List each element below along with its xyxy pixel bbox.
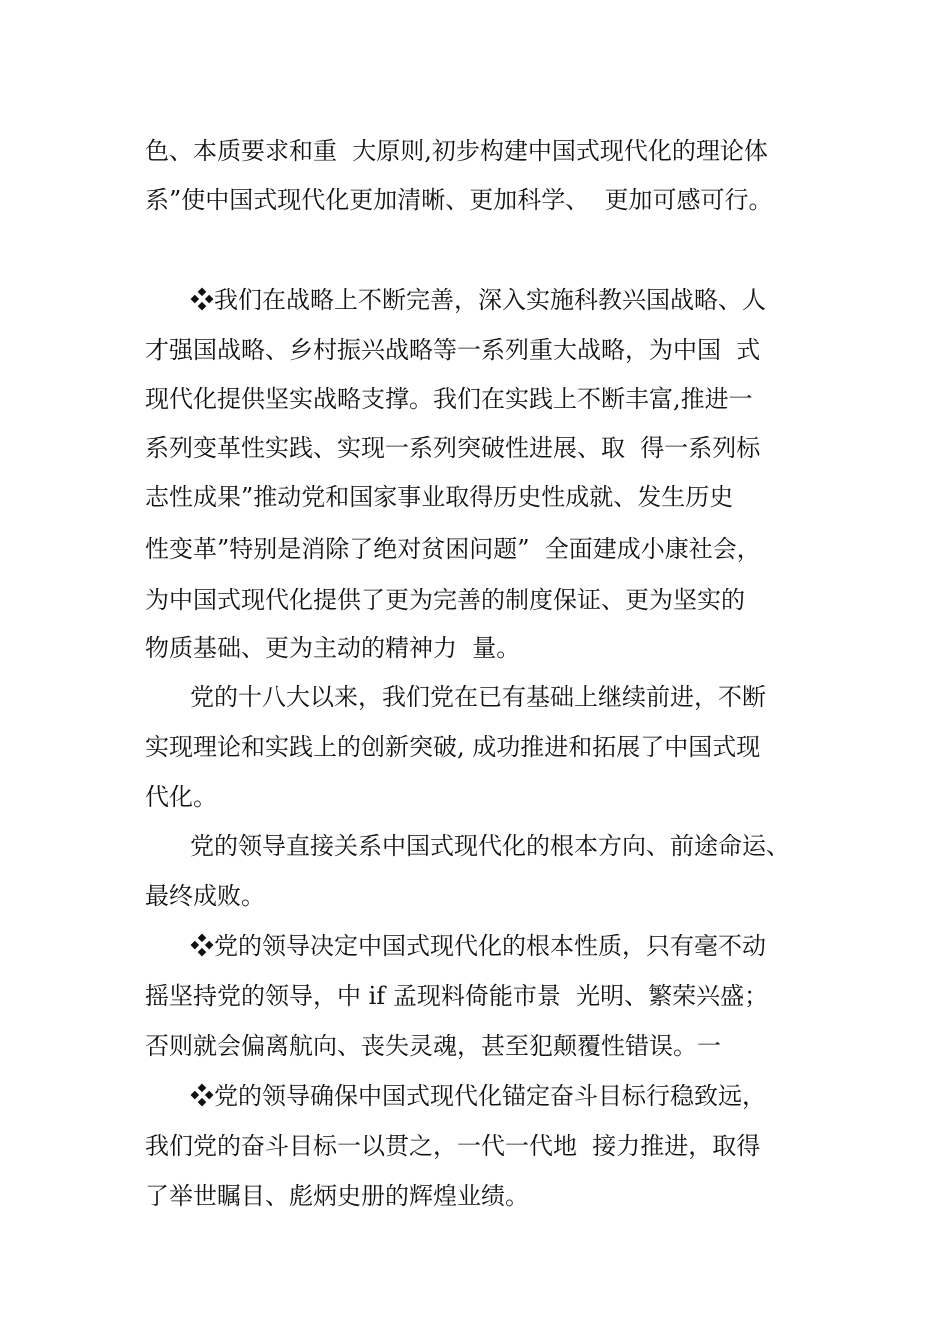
text-line: ❖我们在战略上不断完善，深入实施科教兴国战略、人 bbox=[190, 286, 766, 314]
text-line: 最终成败。 bbox=[145, 882, 265, 910]
text-line: 现代化提供坚实战略支撑。我们在实践上不断丰富,推进一 bbox=[145, 385, 753, 413]
text-line: 实现理论和实践上的创新突破, 成功推进和拓展了中国式现 bbox=[145, 733, 761, 761]
text-line: 物质基础、更为主动的精神力 量。 bbox=[145, 634, 521, 662]
text-line: 党的领导直接关系中国式现代化的根本方向、前途命运、 bbox=[190, 832, 790, 860]
text-line: 否则就会偏离航向、丧失灵魂，甚至犯颠覆性错误。一 bbox=[145, 1032, 721, 1060]
text-line: ❖党的领导决定中国式现代化的根本性质，只有毫不动 bbox=[190, 932, 766, 960]
text-line: 才强国战略、乡村振兴战略等一系列重大战略，为中国 式 bbox=[145, 336, 761, 364]
text-line: 性变革”特别是消除了绝对贫困问题” 全面建成小康社会， bbox=[145, 535, 761, 563]
text-line: 摇坚持党的领导，中 if 孟现料倚能市景 光明、繁荣兴盛； bbox=[145, 982, 769, 1010]
text-line: 色、本质要求和重 大原则,初步构建中国式现代化的理论体 bbox=[145, 137, 768, 165]
text-line: 系”使中国式现代化更加清晰、更加科学、 更加可感可行。 bbox=[145, 186, 773, 214]
text-line: ❖党的领导确保中国式现代化锚定奋斗目标行稳致远， bbox=[190, 1082, 766, 1110]
text-line: 志性成果”推动党和国家事业取得历史性成就、发生历史 bbox=[145, 483, 734, 511]
text-line: 了举世瞩目、彪炳史册的辉煌业绩。 bbox=[145, 1182, 529, 1210]
text-line: 为中国式现代化提供了更为完善的制度保证、更为坚实的 bbox=[145, 586, 745, 614]
text-line: 系列变革性实践、实现一系列突破性进展、取 得一系列标 bbox=[145, 434, 761, 462]
text-line: 党的十八大以来，我们党在已有基础上继续前进，不断 bbox=[190, 683, 766, 711]
text-line: 代化。 bbox=[145, 783, 217, 811]
text-line: 我们党的奋斗目标一以贯之，一代一代地 接力推进，取得 bbox=[145, 1132, 761, 1160]
